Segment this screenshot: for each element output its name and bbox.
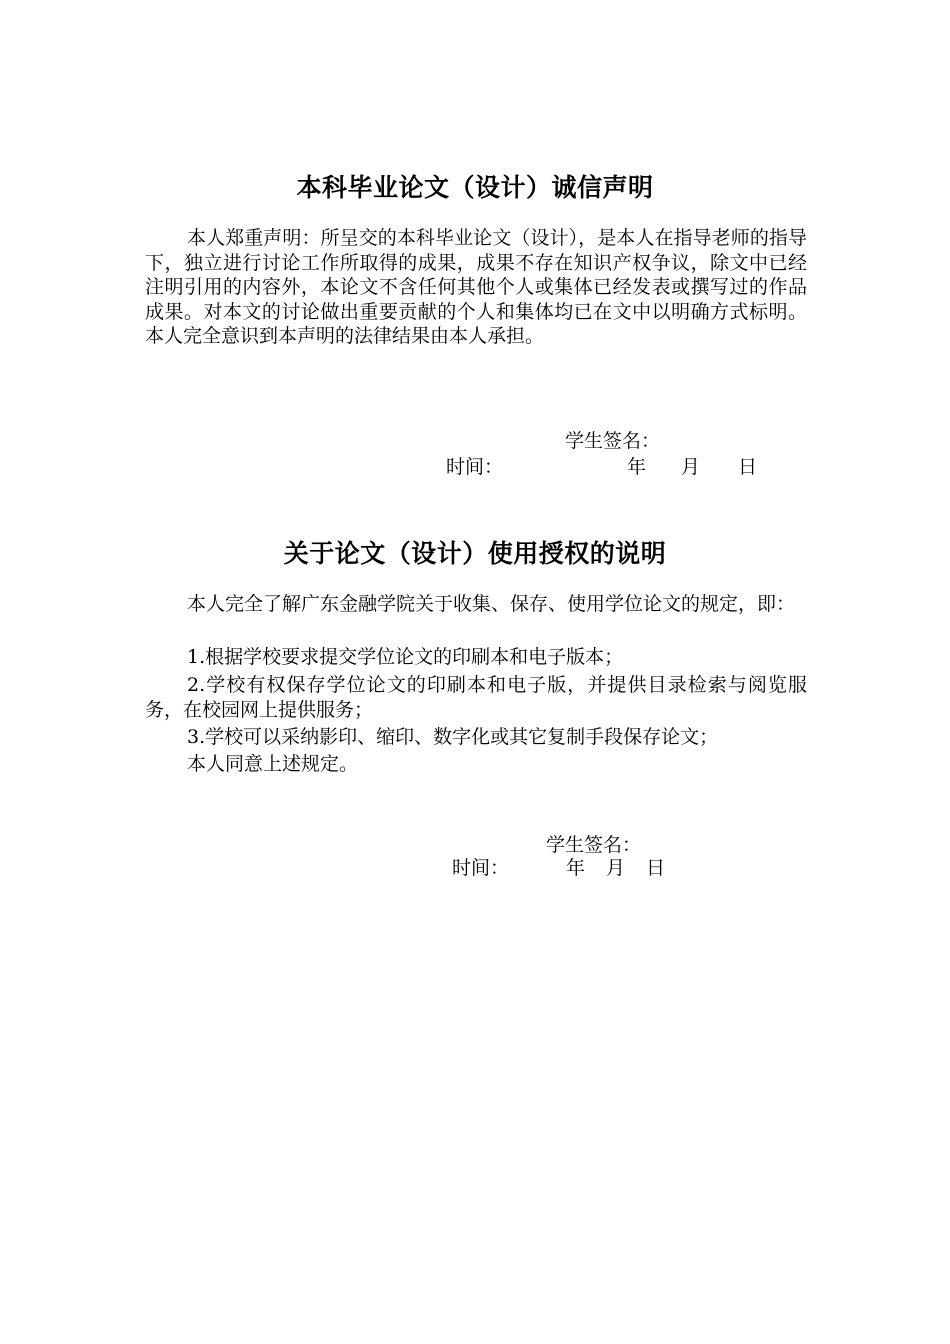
- authorization-day-label: 日: [646, 857, 666, 879]
- authorization-item-1: 1.根据学校要求提交学位论文的印刷本和电子版本；: [187, 646, 624, 668]
- integrity-month-label: 月: [681, 456, 701, 478]
- integrity-year-label: 年: [627, 456, 647, 478]
- authorization-item-2: 2.学校有权保存学位论文的印刷本和电子版，并提供目录检索与阅览服务，在校园网上提供服务；: [145, 674, 807, 721]
- authorization-agreement: 本人同意上述规定。: [187, 753, 359, 775]
- integrity-statement-body: 本人郑重声明：所呈交的本科毕业论文（设计），是本人在指导老师的指导下，独立进行讨论工作所取得的成果，成果不存在知识产权争议，除文中已经注明引用的内容外，本论文不含任何其他个人或集体已经发表或撰写过的作品成果。对本文的讨论做出重要贡献的个人和集体均已在文中以明确方式标明。本人完全意识到本声明的法律结果由本人承担。: [145, 227, 807, 347]
- authorization-title: 关于论文（设计）使用授权的说明: [283, 539, 667, 568]
- authorization-month-label: 月: [606, 857, 626, 879]
- integrity-day-label: 日: [738, 456, 758, 478]
- integrity-statement-title: 本科毕业论文（设计）诚信声明: [296, 173, 654, 202]
- authorization-item-3: 3.学校可以采纳影印、缩印、数字化或其它复制手段保存论文；: [187, 726, 719, 748]
- authorization-year-label: 年: [566, 857, 586, 879]
- integrity-signature-label: 学生签名：: [565, 430, 661, 452]
- authorization-time-label: 时间：: [452, 857, 510, 879]
- integrity-time-label: 时间：: [446, 456, 504, 478]
- authorization-intro: 本人完全了解广东金融学院关于收集、保存、使用学位论文的规定，即：: [187, 593, 796, 615]
- authorization-signature-label: 学生签名：: [546, 834, 642, 856]
